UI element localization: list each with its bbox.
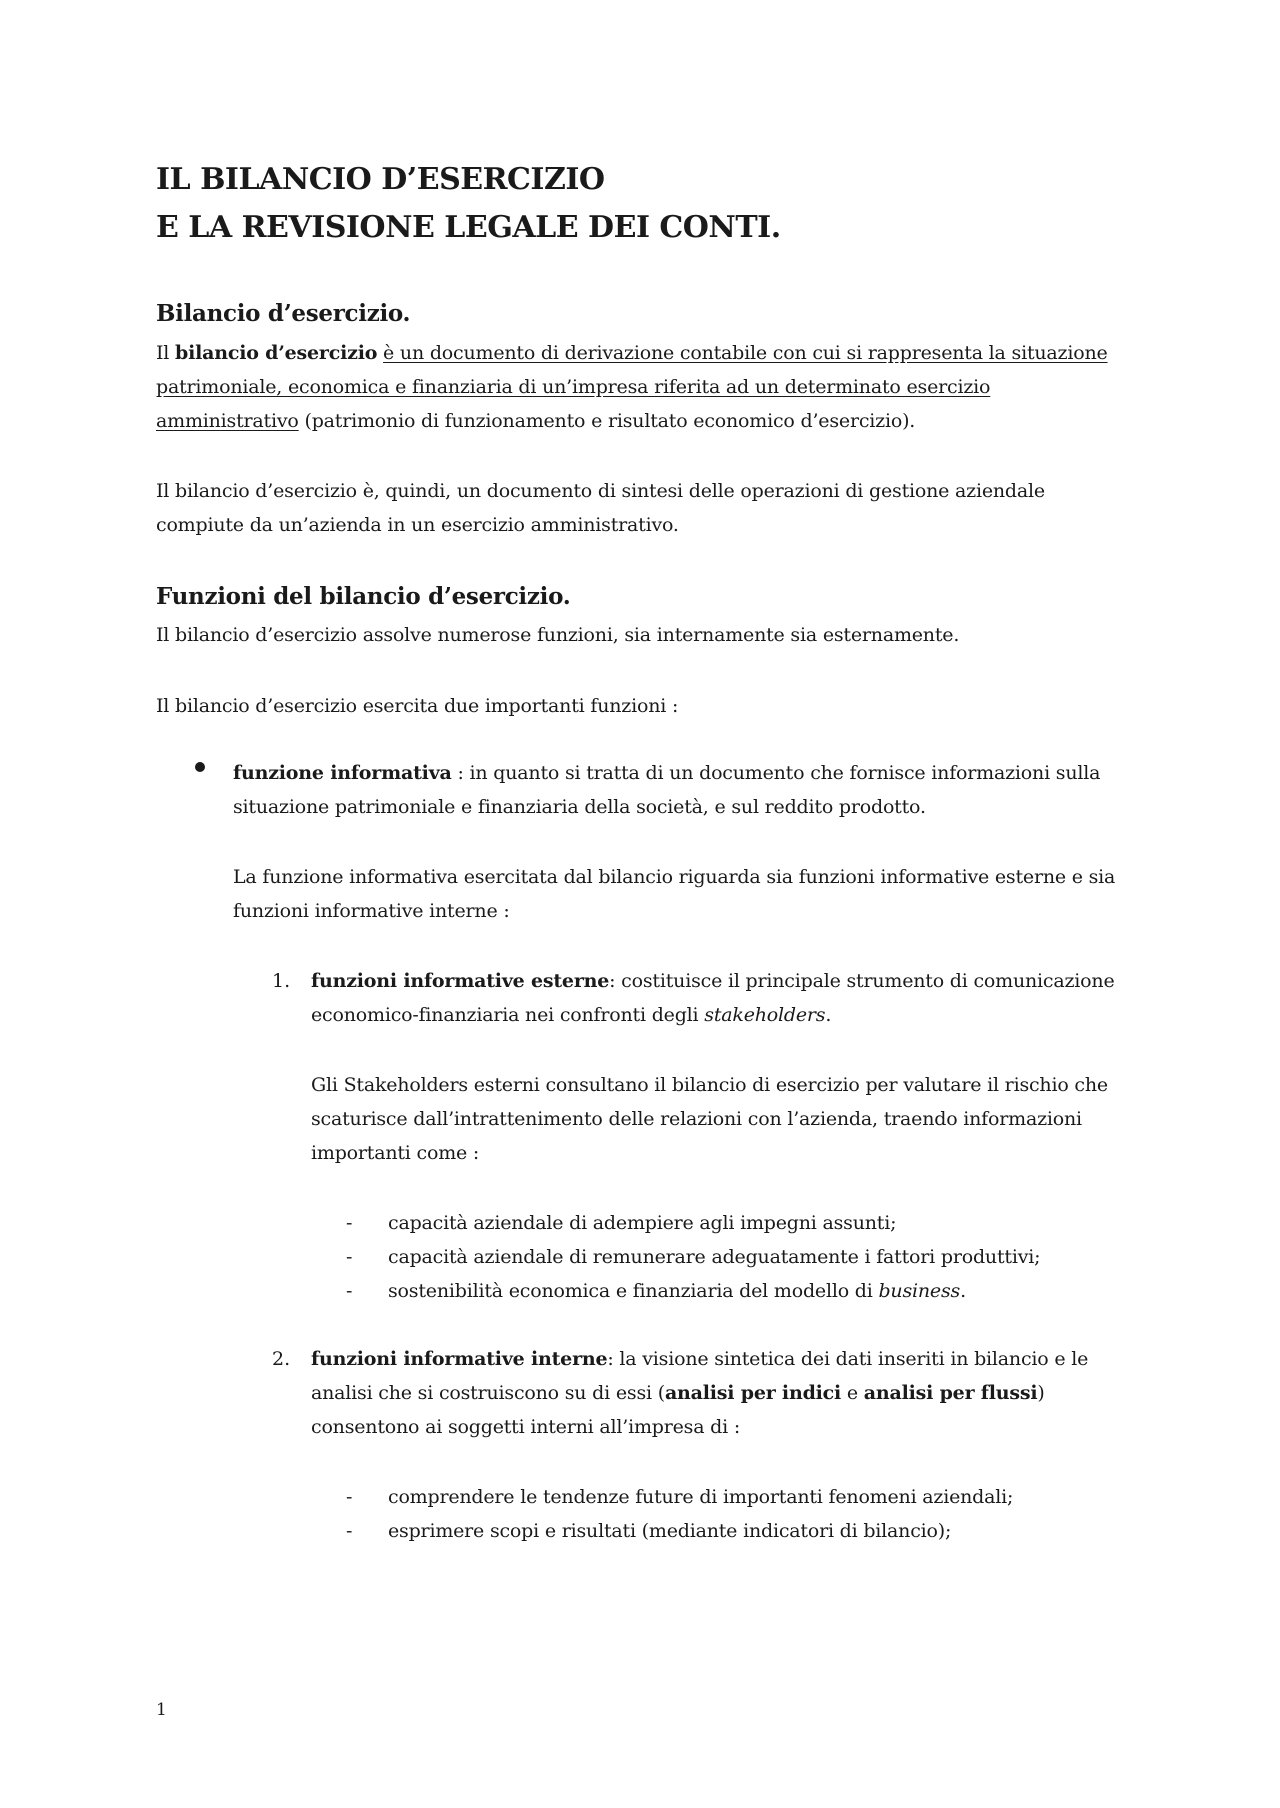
list-number-2: 2. (272, 1348, 291, 1370)
list-item: capacità aziendale di adempiere agli impegni assunti; (388, 1212, 897, 1234)
list-item: capacità aziendale di remunerare adeguatamente i fattori produttivi; (388, 1246, 1041, 1268)
paragraph-definition: Il bilancio d’esercizio è un documento di derivazione contabile con cui si rappresenta la situazione patrimoniale, economica e finanziaria di un’impresa riferita ad un determinato esercizio amministrativo (patrimonio di funzionamento e risultato economico d’esercizio). (156, 342, 1108, 432)
dash-marker: - (346, 1212, 353, 1234)
paragraph-funzione-informativa: La funzione informativa esercitata dal bilancio riguarda sia funzioni informative esterne e sia funzioni informative interne : (233, 866, 1116, 922)
document-title (156, 156, 781, 252)
bullet-icon (195, 762, 205, 772)
item-funzioni-interne: funzioni informative interne: la visione sintetica dei dati inseriti in bilancio e le analisi che si costruiscono su di essi (analisi per indici e analisi per flussi) consentono ai soggetti interni all’impresa di : (311, 1348, 1089, 1438)
title-line-2: E LA REVISIONE LEGALE DEI CONTI. (156, 210, 781, 245)
dash-marker: - (346, 1280, 353, 1302)
dash-marker: - (346, 1520, 353, 1542)
paragraph-stakeholders: Gli Stakeholders esterni consultano il bilancio di esercizio per valutare il rischio che scaturisce dall’intrattenimento delle relazioni con l’azienda, traendo informazioni importanti come : (311, 1074, 1108, 1164)
section-heading-bilancio: Bilancio d’esercizio. (156, 300, 411, 327)
dash-marker: - (346, 1246, 353, 1268)
bullet-funzione-informativa: funzione informativa : in quanto si tratta di un documento che fornisce informazioni sulla situazione patrimoniale e finanziaria della società, e sul reddito prodotto. (233, 762, 1101, 818)
paragraph-due-funzioni: Il bilancio d’esercizio esercita due importanti funzioni : (156, 695, 679, 717)
bold-term: bilancio d’esercizio (175, 342, 378, 364)
list-item: comprendere le tendenze future di importanti fenomeni aziendali; (388, 1486, 1014, 1508)
title-line-1: IL BILANCIO D’ESERCIZIO (156, 162, 605, 197)
underlined-definition: è un documento di derivazione contabile con cui si rappresenta la situazione patrimoniale, economica e finanziaria di un’impresa riferita ad un determinato esercizio amministrativo (156, 342, 1108, 432)
section-heading-funzioni: Funzioni del bilancio d’esercizio. (156, 583, 571, 610)
item-funzioni-esterne: funzioni informative esterne: costituisce il principale strumento di comunicazione economico-finanziaria nei confronti degli stakeholders. (311, 970, 1115, 1026)
paragraph-funzioni: Il bilancio d’esercizio assolve numerose funzioni, sia internamente sia esternamente. (156, 624, 960, 646)
list-number-1: 1. (272, 970, 291, 992)
dash-marker: - (346, 1486, 353, 1508)
page-number: 1 (156, 1700, 167, 1720)
paragraph-sintesi: Il bilancio d’esercizio è, quindi, un documento di sintesi delle operazioni di gestione aziendale compiute da un’azienda in un esercizio amministrativo. (156, 480, 1045, 536)
list-item: esprimere scopi e risultati (mediante indicatori di bilancio); (388, 1520, 952, 1542)
list-item: sostenibilità economica e finanziaria del modello di business. (388, 1280, 966, 1302)
